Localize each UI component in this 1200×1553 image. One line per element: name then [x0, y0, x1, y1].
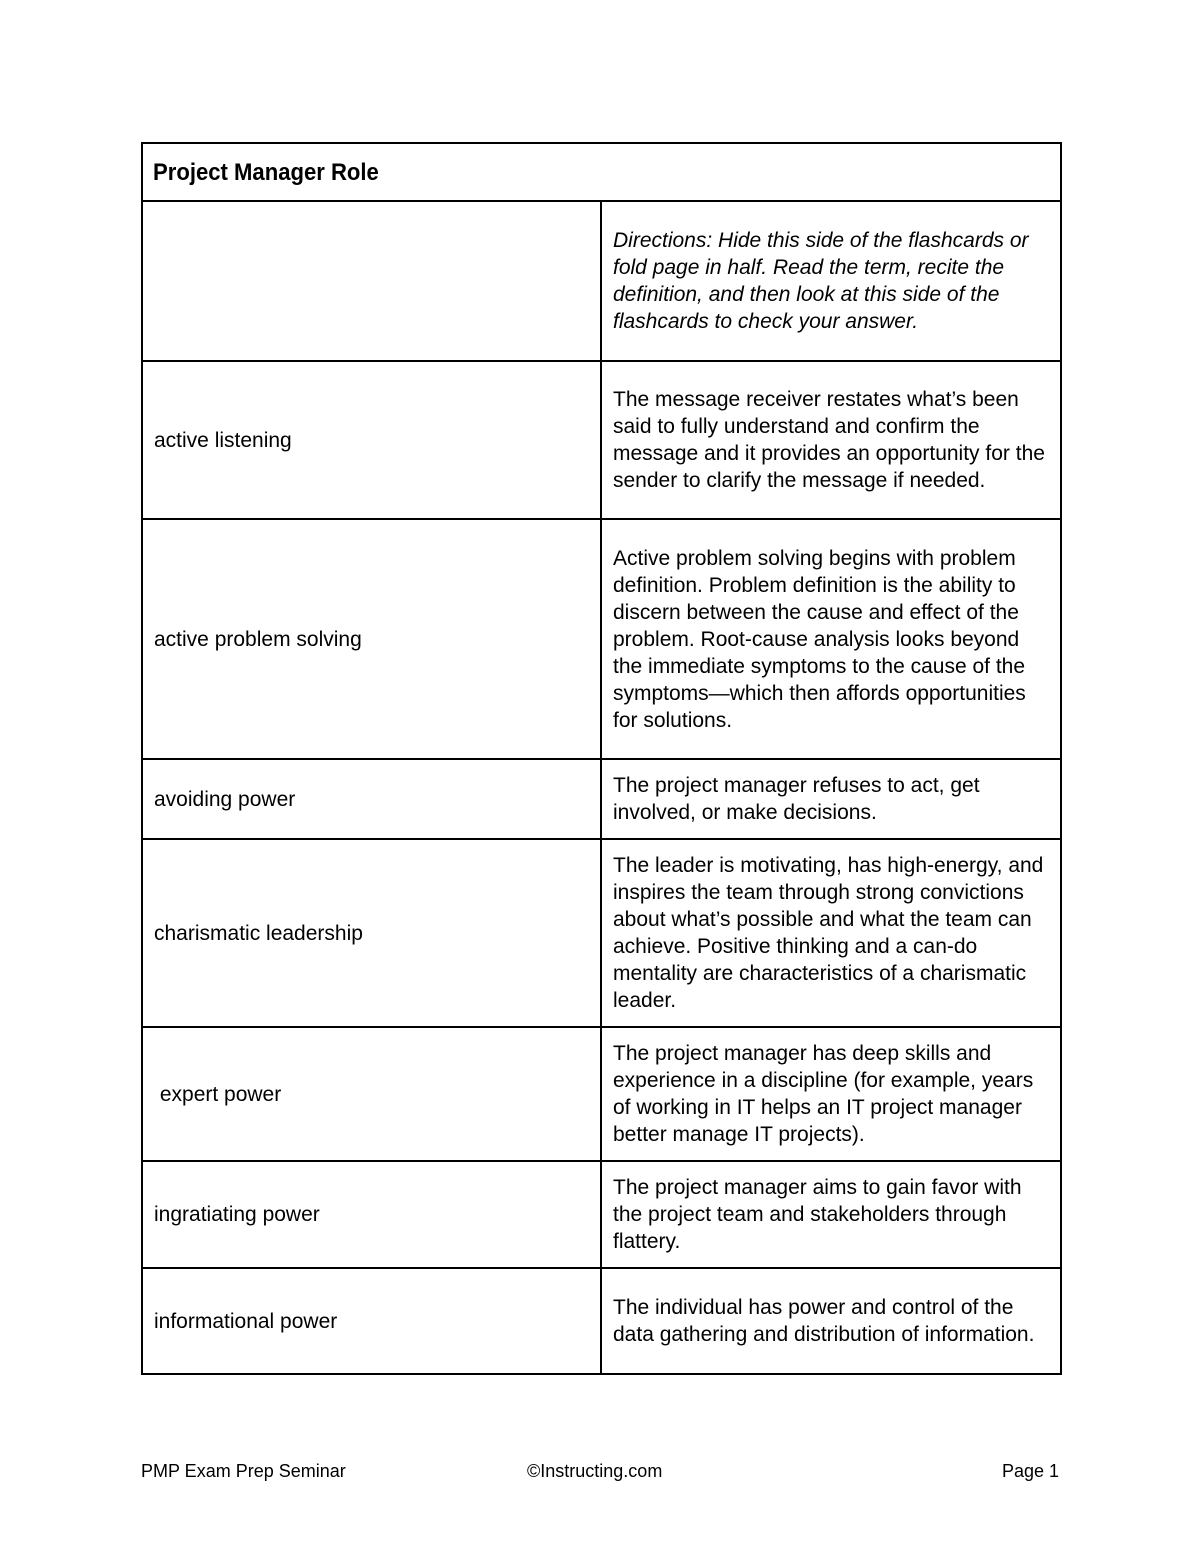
definition-cell: The project manager aims to gain favor with the project team and stakeholders through flattery. — [601, 1161, 1061, 1268]
flashcard-table — [141, 142, 1062, 1375]
term-cell: avoiding power — [142, 759, 601, 839]
table-title-cell — [142, 143, 987, 201]
term-cell: charismatic leadership — [142, 839, 601, 1027]
definition-cell: The message receiver restates what’s been said to fully understand and confirm the message and it provides an opportunity for the sender to clarify the message if needed. — [601, 361, 1061, 519]
definition-cell: The individual has power and control of the data gathering and distribution of information. — [601, 1268, 1061, 1374]
table-row — [142, 1161, 1061, 1268]
footer-page-number: Page 1 — [1001, 1461, 1059, 1481]
table-row — [142, 519, 1061, 759]
table-row — [142, 1027, 1061, 1161]
directions-text: Directions: Hide this side of the flashcards or fold page in half. Read the term, recite the definition, and then look at this side of the flashcards to check your answer. — [601, 201, 1061, 361]
table-title: Project Manager Role — [153, 158, 379, 186]
table-row — [142, 361, 1061, 519]
term-cell: expert power — [142, 1027, 601, 1161]
footer-seminar-name: PMP Exam Prep Seminar — [141, 1461, 346, 1481]
directions-row — [142, 201, 1061, 361]
term-cell: informational power — [142, 1268, 601, 1374]
definition-cell: The project manager has deep skills and experience in a discipline (for example, years of working in IT helps an IT project manager better manage IT projects). — [601, 1027, 1061, 1161]
term-cell: ingratiating power — [142, 1161, 601, 1268]
title-row — [142, 143, 1061, 201]
table-row — [142, 839, 1061, 1027]
definition-cell: Active problem solving begins with problem definition. Problem definition is the ability to discern between the cause and effect of the problem. Root-cause analysis looks beyond the immediate symptoms to the cause of the symptoms—which then affords opportunities for solutions. — [601, 519, 1061, 759]
term-cell: active listening — [142, 361, 601, 519]
directions-blank-cell — [142, 201, 601, 361]
definition-cell: The project manager refuses to act, get involved, or make decisions. — [601, 759, 1061, 839]
term-cell: active problem solving — [142, 519, 601, 759]
table-row — [142, 759, 1061, 839]
definition-cell: The leader is motivating, has high-energy, and inspires the team through strong convictions about what’s possible and what the team can achieve. Positive thinking and a can-do mentality are characteristics of a charismatic leader. — [601, 839, 1061, 1027]
table-row — [142, 1268, 1061, 1374]
footer-copyright: ©Instructing.com — [527, 1461, 663, 1481]
